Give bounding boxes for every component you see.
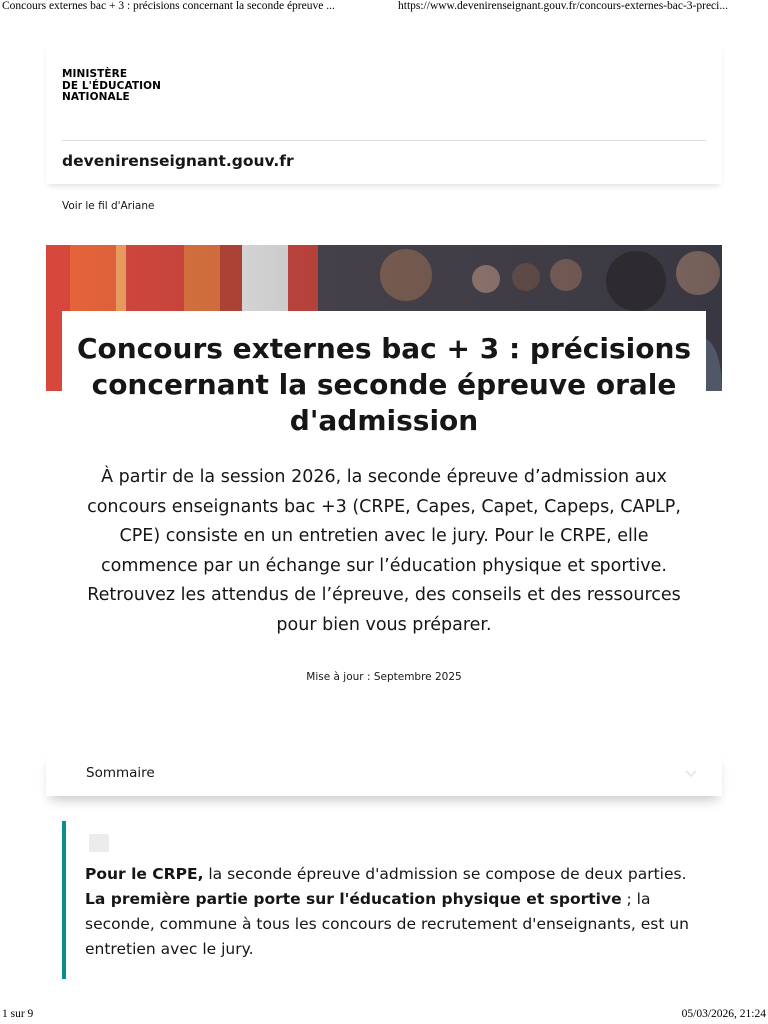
callout-bold-crpe: Pour le CRPE, bbox=[85, 865, 204, 883]
print-datetime: 05/03/2026, 21:24 bbox=[681, 1008, 766, 1020]
logo-line: MINISTÈRE bbox=[62, 68, 128, 80]
update-date: Mise à jour : Septembre 2025 bbox=[306, 671, 462, 683]
chevron-down-icon bbox=[682, 764, 700, 782]
print-page-number: 1 sur 9 bbox=[2, 1008, 34, 1020]
breadcrumb-toggle-button[interactable]: Voir le fil d'Ariane bbox=[62, 200, 155, 212]
header-divider bbox=[62, 140, 706, 141]
summary-accordion[interactable] bbox=[46, 752, 722, 796]
print-page-title: Concours externes bac + 3 : précisions concernant la seconde épreuve ... bbox=[2, 0, 335, 12]
page-intro: À partir de la session 2026, la seconde épreuve d’admission aux concours enseignants bac +3 (CRPE, Capes, Capet, Capeps, CAPLP, CPE) consiste en un entretien avec le jury. Pour le CRPE, elle commence par un échange sur l’éducation physique et sportive. Retrouvez les attendus de l’épreuve, des conseils et des ressources pour bien vous préparer. bbox=[87, 467, 681, 635]
callout-text-part: ; la seconde, commune à tous les concours de recrutement d'enseignants, est un entretien avec le jury. bbox=[85, 890, 689, 958]
callout-accent-border bbox=[62, 821, 66, 979]
site-header bbox=[46, 44, 722, 184]
print-footer bbox=[0, 1008, 768, 1024]
article-header-card bbox=[62, 311, 706, 711]
service-title-link[interactable]: devenirenseignant.gouv.fr bbox=[62, 152, 294, 170]
page-title: Concours externes bac + 3 : précisions concernant la seconde épreuve orale d'admission bbox=[76, 332, 692, 437]
callout-bold-eps: La première partie porte sur l'éducation physique et sportive bbox=[85, 890, 622, 908]
logo-line: NATIONALE bbox=[62, 91, 130, 103]
callout-text bbox=[85, 862, 695, 962]
callout-text-part: la seconde épreuve d'admission se compose de deux parties. bbox=[203, 865, 687, 883]
logo-line: DE L'ÉDUCATION bbox=[62, 79, 162, 92]
callout bbox=[62, 821, 706, 979]
print-header bbox=[0, 0, 768, 16]
summary-label: Sommaire bbox=[86, 765, 155, 781]
ministry-logo[interactable] bbox=[62, 69, 161, 104]
print-page-url: https://www.devenirenseignant.gouv.fr/concours-externes-bac-3-preci... bbox=[398, 0, 728, 12]
info-icon bbox=[88, 833, 110, 853]
